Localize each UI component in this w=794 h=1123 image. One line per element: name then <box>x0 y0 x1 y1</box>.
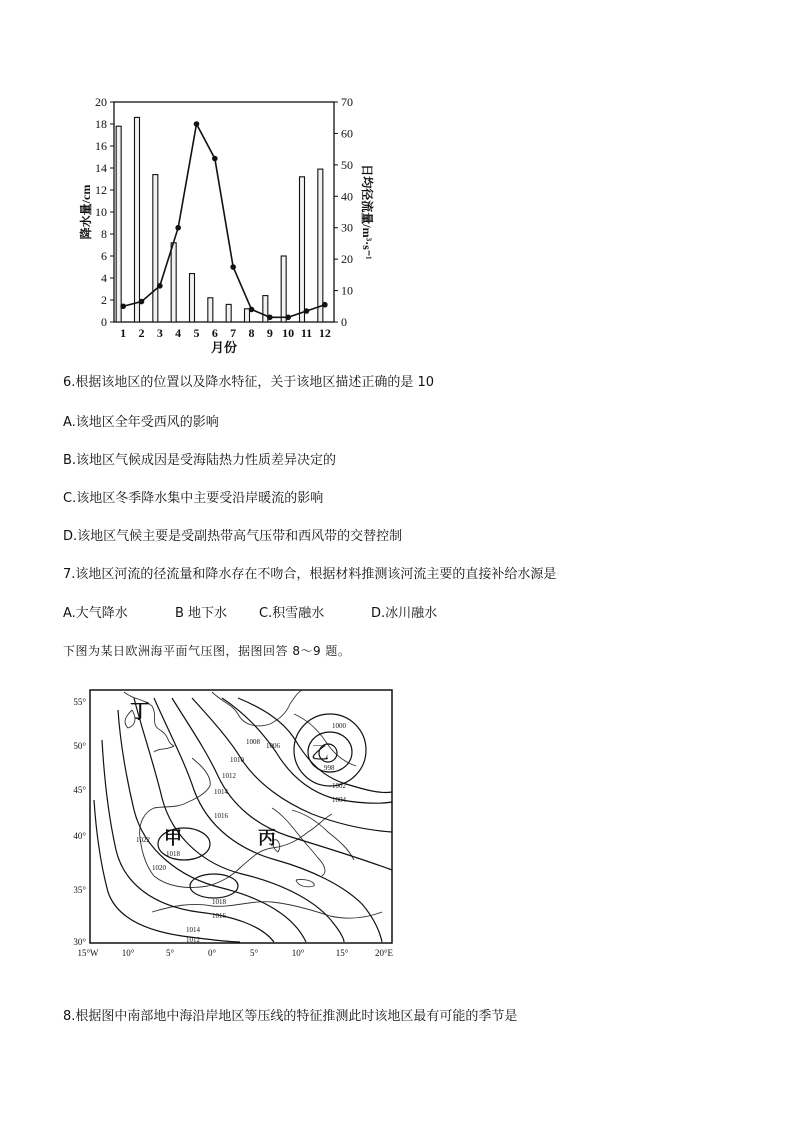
right-tick-label: 40 <box>341 189 353 204</box>
x-axis-label: 月份 <box>210 340 238 355</box>
latitude-label: 50° <box>73 741 86 751</box>
runoff-point <box>157 283 163 289</box>
precipitation-bar <box>116 126 121 322</box>
isobar-value: 1014 <box>214 788 228 796</box>
x-tick-label: 4 <box>175 326 182 340</box>
question-6-option-c: C.该地区冬季降水集中主要受沿岸暖流的影响 <box>63 491 324 506</box>
question-6-option-a: A.该地区全年受西风的影响 <box>63 415 219 430</box>
longitude-label: 5° <box>165 948 175 958</box>
right-tick-label: 0 <box>341 315 347 329</box>
latitude-label: 45° <box>73 785 86 795</box>
precipitation-bar <box>135 117 140 322</box>
latitude-label: 35° <box>73 885 86 895</box>
isobar-value: 1018 <box>212 898 226 906</box>
precipitation-bars <box>116 117 323 322</box>
runoff-point <box>194 121 200 127</box>
latitude-label: 55° <box>73 697 86 707</box>
right-tick-label: 10 <box>341 283 353 298</box>
x-tick-label: 10 <box>282 326 295 340</box>
left-tick-label: 16 <box>95 139 107 153</box>
right-tick-label: 50 <box>341 157 353 172</box>
isobar-value: 1022 <box>136 836 150 844</box>
x-tick-label: 9 <box>266 326 273 340</box>
left-tick-label: 4 <box>101 271 107 285</box>
x-tick-label: 8 <box>248 326 255 340</box>
longitude-label: 5° <box>249 948 259 958</box>
precipitation-bar <box>208 298 213 322</box>
question-7: 7.该地区河流的径流量和降水存在不吻合，根据材料推测该河流主要的直接补给水源是 <box>63 567 557 582</box>
left-tick-label: 10 <box>95 205 107 219</box>
runoff-point <box>120 303 126 309</box>
pressure-map <box>62 680 402 980</box>
x-tick-label: 11 <box>300 326 313 340</box>
x-tick-label: 7 <box>230 326 237 340</box>
precipitation-bar <box>281 256 286 322</box>
question-8: 8.根据图中南部地中海沿岸地区等压线的特征推测此时该地区最有可能的季节是 <box>63 1009 518 1024</box>
isobar-value: 1014 <box>186 926 200 934</box>
precipitation-bar <box>263 296 268 322</box>
x-tick-label: 5 <box>193 326 200 340</box>
latitude-label: 40° <box>73 831 86 841</box>
place-label-jia: 甲 <box>164 828 182 848</box>
x-tick-label: 2 <box>138 326 145 340</box>
runoff-point <box>175 225 181 231</box>
left-tick-label: 12 <box>95 183 107 197</box>
runoff-point <box>139 299 145 305</box>
longitude-label: 10° <box>291 948 305 958</box>
isobar-value: 1010 <box>230 756 244 764</box>
left-tick-label: 6 <box>101 249 107 263</box>
right-tick-label: 30 <box>341 220 353 235</box>
question-7-option-c: C.积雪融水 <box>259 606 325 621</box>
latitude-label: 30° <box>73 937 86 947</box>
runoff-point <box>212 156 218 162</box>
longitude-labels <box>77 948 393 958</box>
isobar-value: 1016 <box>212 912 226 920</box>
isobar-value: 1004 <box>332 796 346 804</box>
precipitation-bar <box>226 304 231 322</box>
place-label-ding: 丁 <box>130 701 150 723</box>
runoff-point <box>230 264 236 270</box>
climate-chart <box>70 80 374 355</box>
x-tick-label: 3 <box>156 326 163 340</box>
runoff-point <box>267 314 273 320</box>
isobar-value: 998 <box>324 764 335 772</box>
latitude-labels <box>73 697 86 947</box>
isobar-value: 1016 <box>214 812 228 820</box>
isobar-value: 1012 <box>222 772 236 780</box>
runoff-point <box>304 308 310 314</box>
question-7-option-a: A.大气降水 <box>63 606 128 621</box>
isobar-value: 1000 <box>332 722 346 730</box>
question-6-option-d: D.该地区气候主要是受副热带高气压带和西风带的交替控制 <box>63 529 403 544</box>
isobar-value: 1012 <box>186 936 200 944</box>
question-7-option-b: B 地下水 <box>175 606 228 621</box>
runoff-line <box>120 121 327 320</box>
left-tick-label: 18 <box>95 117 107 131</box>
longitude-label: 15° <box>335 948 349 958</box>
longitude-label: 10° <box>121 948 135 958</box>
place-label-bing: 丙 <box>258 828 276 848</box>
precipitation-bar <box>318 169 323 322</box>
map-intro-text: 下图为某日欧洲海平面气压图，据图回答 8～9 题。 <box>63 644 351 658</box>
x-tick-label: 12 <box>318 326 331 340</box>
left-axis-label: 降水量/cm <box>79 184 93 240</box>
longitude-label: 20°E <box>374 948 394 958</box>
longitude-label: 15°W <box>77 948 99 958</box>
precipitation-bar <box>153 175 158 322</box>
left-tick-label: 14 <box>95 161 107 175</box>
x-tick-label: 6 <box>211 326 218 340</box>
right-tick-label: 70 <box>341 95 353 109</box>
isobar-value: 1008 <box>246 738 260 746</box>
right-tick-label: 60 <box>341 126 353 141</box>
isobar-value: 1006 <box>266 742 280 750</box>
question-7-option-d: D.冰川融水 <box>371 606 438 621</box>
runoff-point <box>249 307 255 313</box>
left-tick-label: 0 <box>101 315 107 329</box>
precipitation-bar <box>190 274 195 322</box>
right-axis-label: 日均径流量/m³·s⁻¹ <box>360 164 374 260</box>
precipitation-bar <box>300 177 305 322</box>
precipitation-bar <box>245 309 250 322</box>
place-label-yi: 乙 <box>311 743 329 763</box>
runoff-point <box>322 302 328 308</box>
left-tick-label: 20 <box>95 95 107 109</box>
left-tick-label: 8 <box>101 227 107 241</box>
isobar-value: 1020 <box>152 864 166 872</box>
x-tick-label: 1 <box>120 326 127 340</box>
right-tick-label: 20 <box>341 252 353 267</box>
isobar-value: 1018 <box>166 850 180 858</box>
left-tick-label: 2 <box>101 293 107 307</box>
precipitation-bar <box>171 243 176 322</box>
isobar-value: 1002 <box>332 782 346 790</box>
runoff-point <box>285 314 291 320</box>
question-7-options <box>63 605 437 623</box>
longitude-label: 0° <box>207 948 217 958</box>
question-6-option-b: B.该地区气候成因是受海陆热力性质差异决定的 <box>63 453 337 468</box>
question-6: 6.根据该地区的位置以及降水特征，关于该地区描述正确的是 10 <box>63 375 435 390</box>
